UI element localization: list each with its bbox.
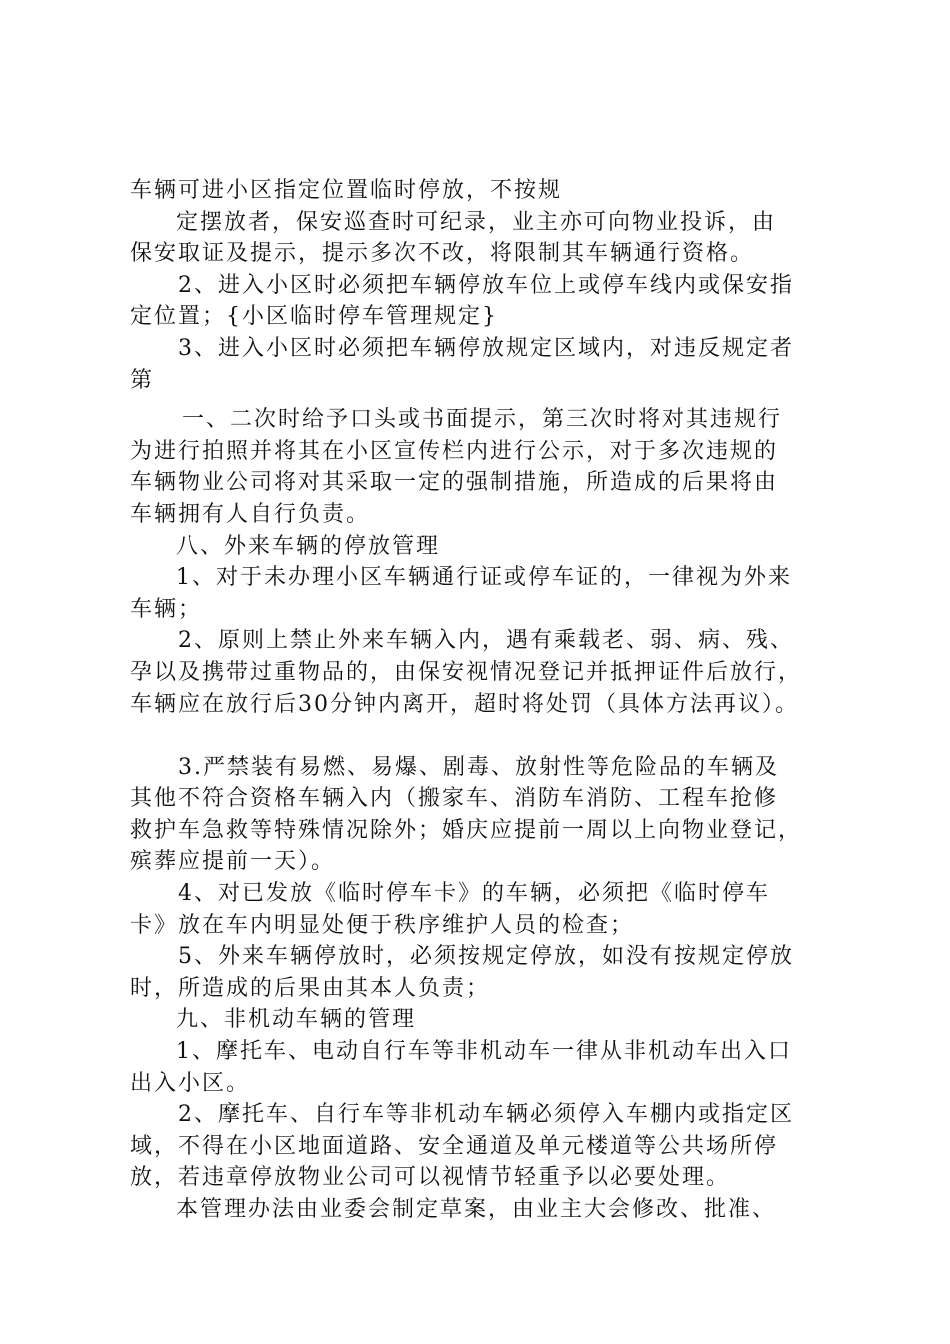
text-line: 车辆物业公司将对其采取一定的强制措施，所造成的后果将由 (130, 470, 779, 496)
text-line: 车辆应在放行后30分钟内离开，超时将处罚（具体方法再议）。 (130, 691, 799, 717)
text-line: 其他不符合资格车辆入内（搬家车、消防车消防、工程车抢修 (130, 786, 779, 812)
text-line: 本管理办法由业委会制定草案，由业主大会修改、批准、 (176, 1197, 777, 1222)
text-line: 车辆可进小区指定位置临时停放，不按规 (130, 178, 563, 203)
text-line: 时，所造成的后果由其本人负责； (130, 975, 491, 1001)
text-line: 定摆放者，保安巡查时可纪录，业主亦可向物业投诉，由 (176, 209, 777, 235)
text-line: 卡》放在车内明显处便于秩序维护人员的检查； (130, 912, 635, 938)
text-line: 域，不得在小区地面道路、安全通道及单元楼道等公共场所停 (130, 1133, 779, 1159)
text-line: 孕以及携带过重物品的，由保安视情况登记并抵押证件后放行， (130, 659, 803, 685)
text-line: 3.严禁装有易燃、易爆、剧毒、放射性等危险品的车辆及 (178, 754, 779, 780)
text-line: 3、进入小区时必须把车辆停放规定区域内，对违反规定者 (178, 335, 794, 361)
text-line: 2、进入小区时必须把车辆停放车位上或停车线内或保安指 (178, 272, 794, 298)
text-line: 4、对已发放《临时停车卡》的车辆，必须把《临时停车 (178, 881, 770, 907)
text-line: 车辆拥有人自行负责。 (130, 501, 371, 527)
text-line: 定位置；{小区临时停车管理规定} (130, 304, 498, 330)
text-line: 殡葬应提前一天）。 (130, 849, 336, 875)
text-line: 2、摩托车、自行车等非机动车辆必须停入车棚内或指定区 (178, 1102, 794, 1128)
text-line: 1、对于未办理小区车辆通行证或停车证的，一律视为外来 (176, 565, 792, 591)
text-line: 一、二次时给予口头或书面提示，第三次时将对其违规行 (182, 407, 783, 433)
text-line: 5、外来车辆停放时，必须按规定停放，如没有按规定停放 (178, 944, 794, 970)
text-line: 1、摩托车、电动自行车等非机动车一律从非机动车出入口 (176, 1039, 792, 1065)
text-line: 车辆； (130, 596, 203, 622)
text-line: 放，若违章停放物业公司可以视情节轻重予以必要处理。 (130, 1165, 731, 1191)
text-line: 为进行拍照并将其在小区宣传栏内进行公示，对于多次违规的 (130, 438, 779, 464)
text-line: 保安取证及提示，提示多次不改，将限制其车辆通行资格。 (130, 241, 755, 267)
text-line: 救护车急救等特殊情况除外；婚庆应提前一周以上向物业登记， (130, 817, 803, 843)
text-line: 第 (130, 367, 155, 393)
text-line: 出入小区。 (130, 1070, 251, 1096)
section-heading: 九、非机动车辆的管理 (176, 1007, 417, 1033)
section-heading: 八、外来车辆的停放管理 (176, 533, 441, 559)
document-body (130, 175, 835, 1226)
text-line: 2、原则上禁止外来车辆入内，遇有乘载老、弱、病、残、 (178, 628, 794, 654)
